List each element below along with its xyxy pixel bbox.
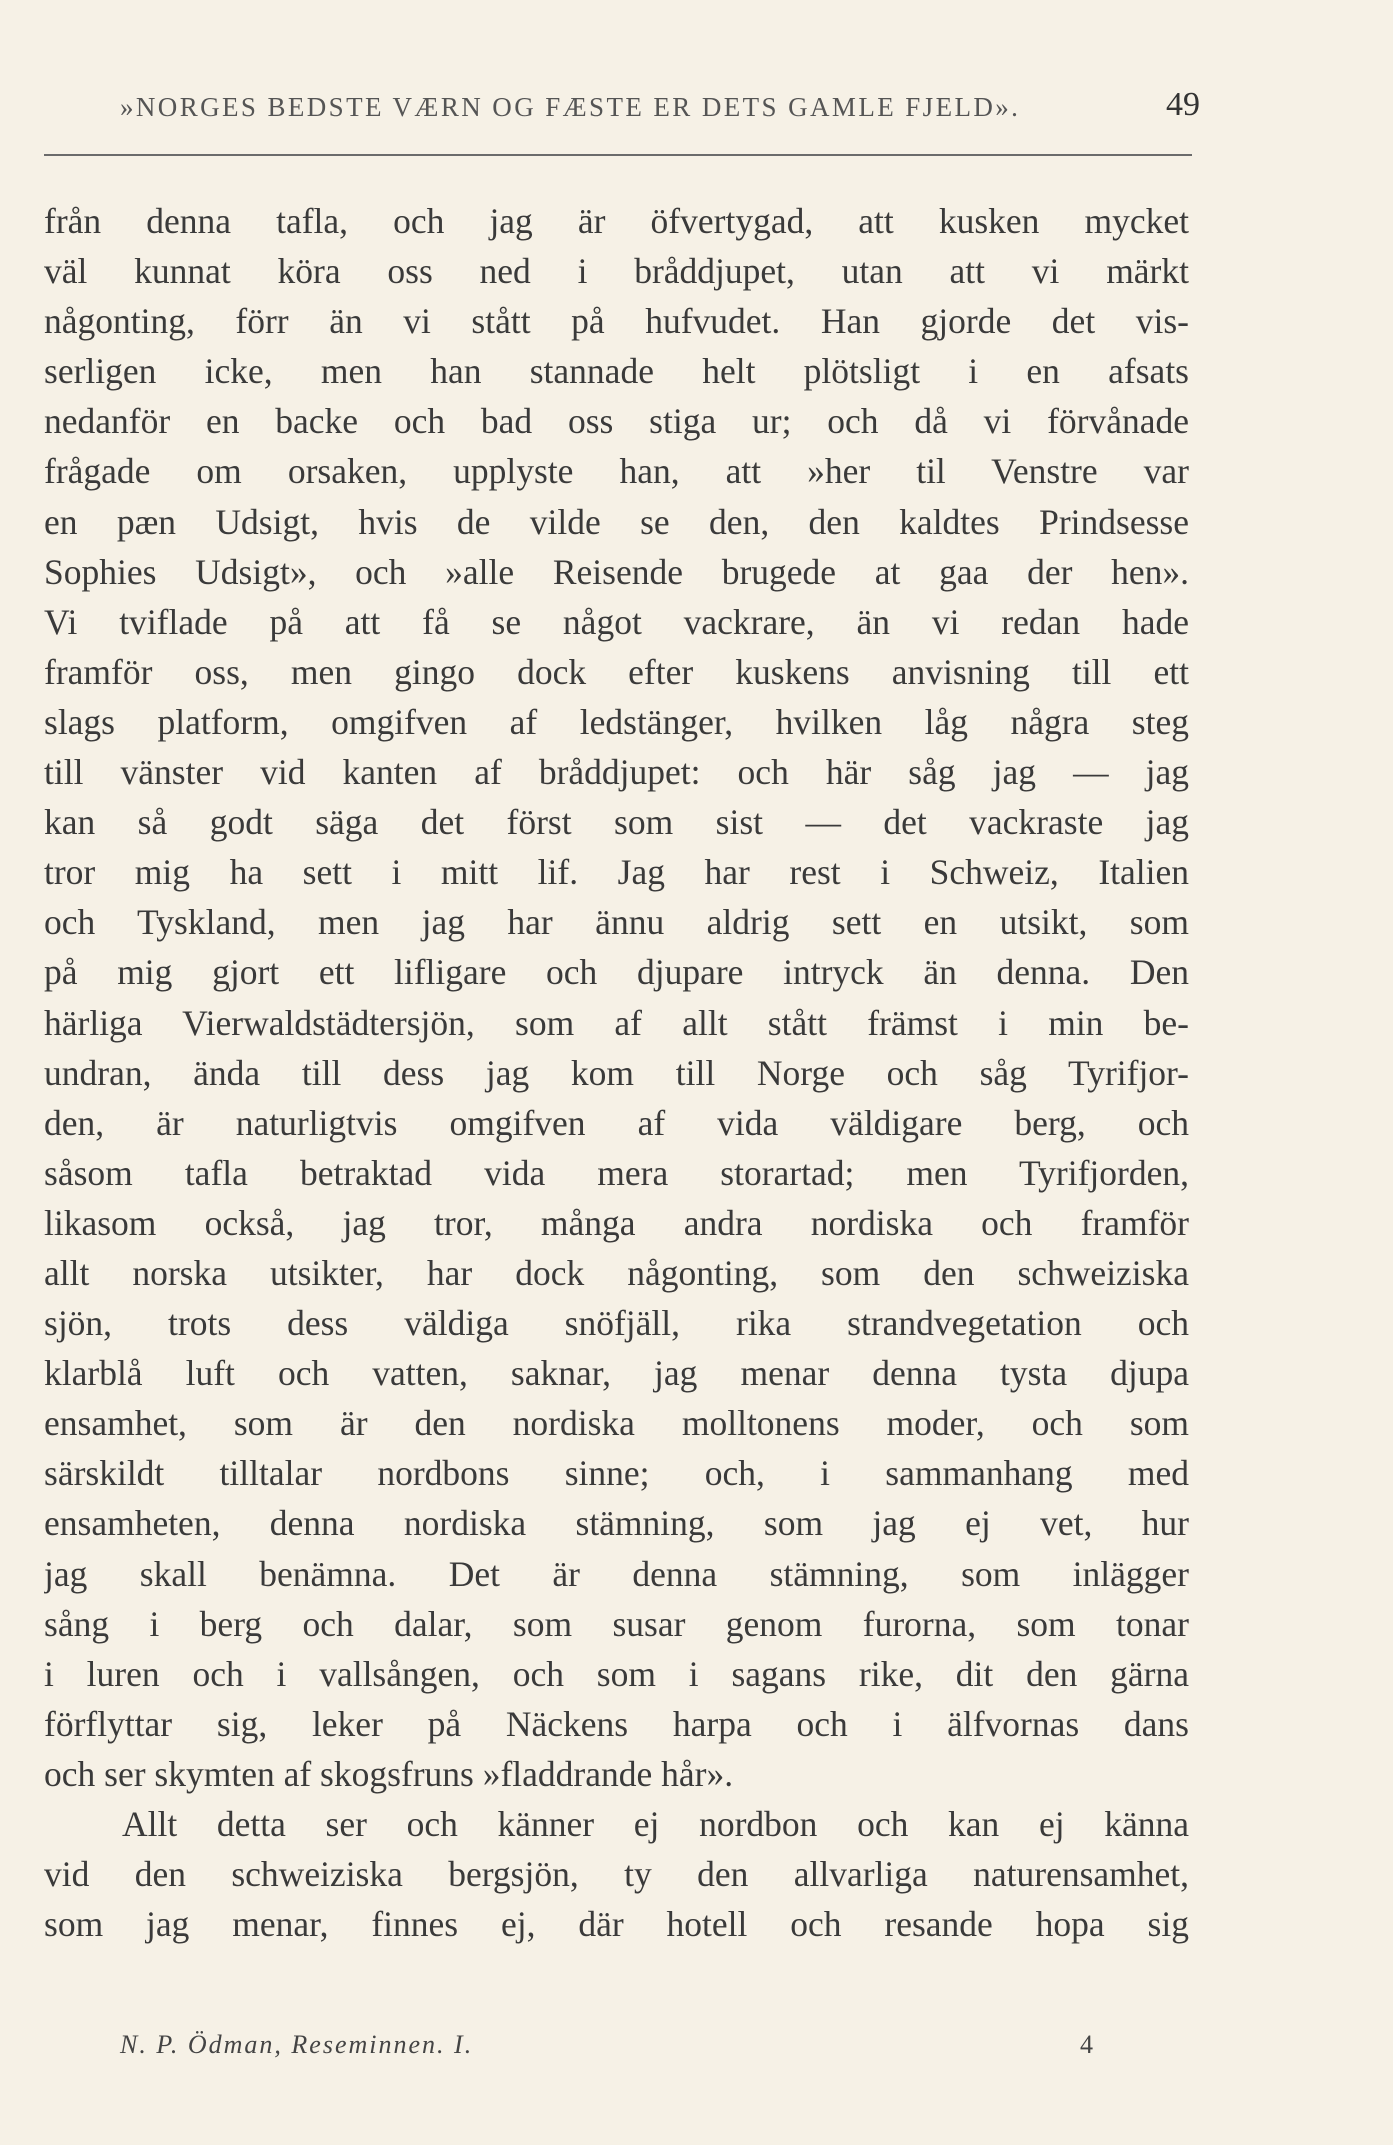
text-line: nedanför en backe och bad oss stiga ur; och då vi förvånade	[44, 401, 1189, 442]
text-line: någonting, förr än vi stått på hufvudet. Han gjorde det vis-	[44, 301, 1189, 342]
text-line: vid den schweiziska bergsjön, ty den allvarliga naturensamhet,	[44, 1854, 1189, 1895]
text-line: sjön, trots dess väldiga snöfjäll, rika strandvegetation och	[44, 1303, 1189, 1344]
text-line: allt norska utsikter, har dock någonting, som den schweiziska	[44, 1252, 1189, 1293]
text-line: undran, ända till dess jag kom till Norge och såg Tyrifjor-	[44, 1052, 1189, 1093]
text-line: en pæn Udsigt, hvis de vilde se den, den kaldtes Prindsesse	[44, 501, 1189, 542]
text-line: och ser skymten af skogsfruns »fladdrande hår».	[44, 1753, 734, 1794]
text-line: till vänster vid kanten af bråddjupet: och här såg jag — jag	[44, 752, 1189, 793]
text-line: Vi tviflade på att få se något vackrare, än vi redan hade	[44, 601, 1189, 642]
text-line: i luren och i vallsången, och som i sagans rike, dit den gärna	[44, 1653, 1189, 1694]
text-line: sång i berg och dalar, som susar genom furorna, som tonar	[44, 1603, 1189, 1644]
text-line: såsom tafla betraktad vida mera storartad; men Tyrifjorden,	[44, 1152, 1189, 1193]
text-line: klarblå luft och vatten, saknar, jag menar denna tysta djupa	[44, 1353, 1189, 1394]
text-line: Allt detta ser och känner ej nordbon och kan ej känna	[122, 1804, 1189, 1844]
text-line: härliga Vierwaldstädtersjön, som af allt stått främst i min be-	[44, 1002, 1189, 1043]
text-line: frågade om orsaken, upplyste han, att »her til Venstre var	[44, 451, 1189, 492]
text-line: förflyttar sig, leker på Näckens harpa och i älfvornas dans	[44, 1703, 1189, 1744]
text-line: tror mig ha sett i mitt lif. Jag har rest i Schweiz, Italien	[44, 852, 1189, 893]
text-line: på mig gjort ett lifligare och djupare intryck än denna. Den	[44, 952, 1189, 993]
text-line: framför oss, men gingo dock efter kuskens anvisning till ett	[44, 651, 1189, 692]
body-text	[44, 196, 1189, 1949]
running-head-title: »NORGES BEDSTE VÆRN OG FÆSTE ER DETS GAMLE FJELD».	[120, 92, 1021, 122]
footer-signature: N. P. Ödman, Reseminnen. I.	[120, 2030, 474, 2059]
text-line: den, är naturligtvis omgifven af vida väldigare berg, och	[44, 1102, 1189, 1143]
header-rule	[44, 154, 1192, 156]
sheet-number: 4	[1080, 2030, 1093, 2059]
text-line: kan så godt säga det först som sist — det vackraste jag	[44, 802, 1189, 843]
text-line: ensamheten, denna nordiska stämning, som jag ej vet, hur	[44, 1503, 1189, 1544]
text-line: slags platform, omgifven af ledstänger, hvilken låg några steg	[44, 701, 1189, 742]
text-line: väl kunnat köra oss ned i bråddjupet, utan att vi märkt	[44, 251, 1189, 292]
text-line: särskildt tilltalar nordbons sinne; och, i sammanhang med	[44, 1453, 1189, 1494]
page-footer	[120, 2030, 1120, 2070]
page-number: 49	[1166, 86, 1200, 123]
text-line: som jag menar, finnes ej, där hotell och resande hopa sig	[44, 1904, 1189, 1945]
text-line: likasom också, jag tror, många andra nordiska och framför	[44, 1202, 1189, 1243]
text-line: Sophies Udsigt», och »alle Reisende brugede at gaa der hen».	[44, 551, 1189, 592]
text-line: serligen icke, men han stannade helt plötsligt i en afsats	[44, 351, 1189, 392]
running-head	[120, 86, 1200, 132]
text-line: och Tyskland, men jag har ännu aldrig sett en utsikt, som	[44, 902, 1189, 943]
text-line: från denna tafla, och jag är öfvertygad, att kusken mycket	[44, 201, 1189, 241]
text-line: ensamhet, som är den nordiska molltonens moder, och som	[44, 1403, 1189, 1444]
text-line: jag skall benämna. Det är denna stämning, som inlägger	[44, 1553, 1189, 1594]
